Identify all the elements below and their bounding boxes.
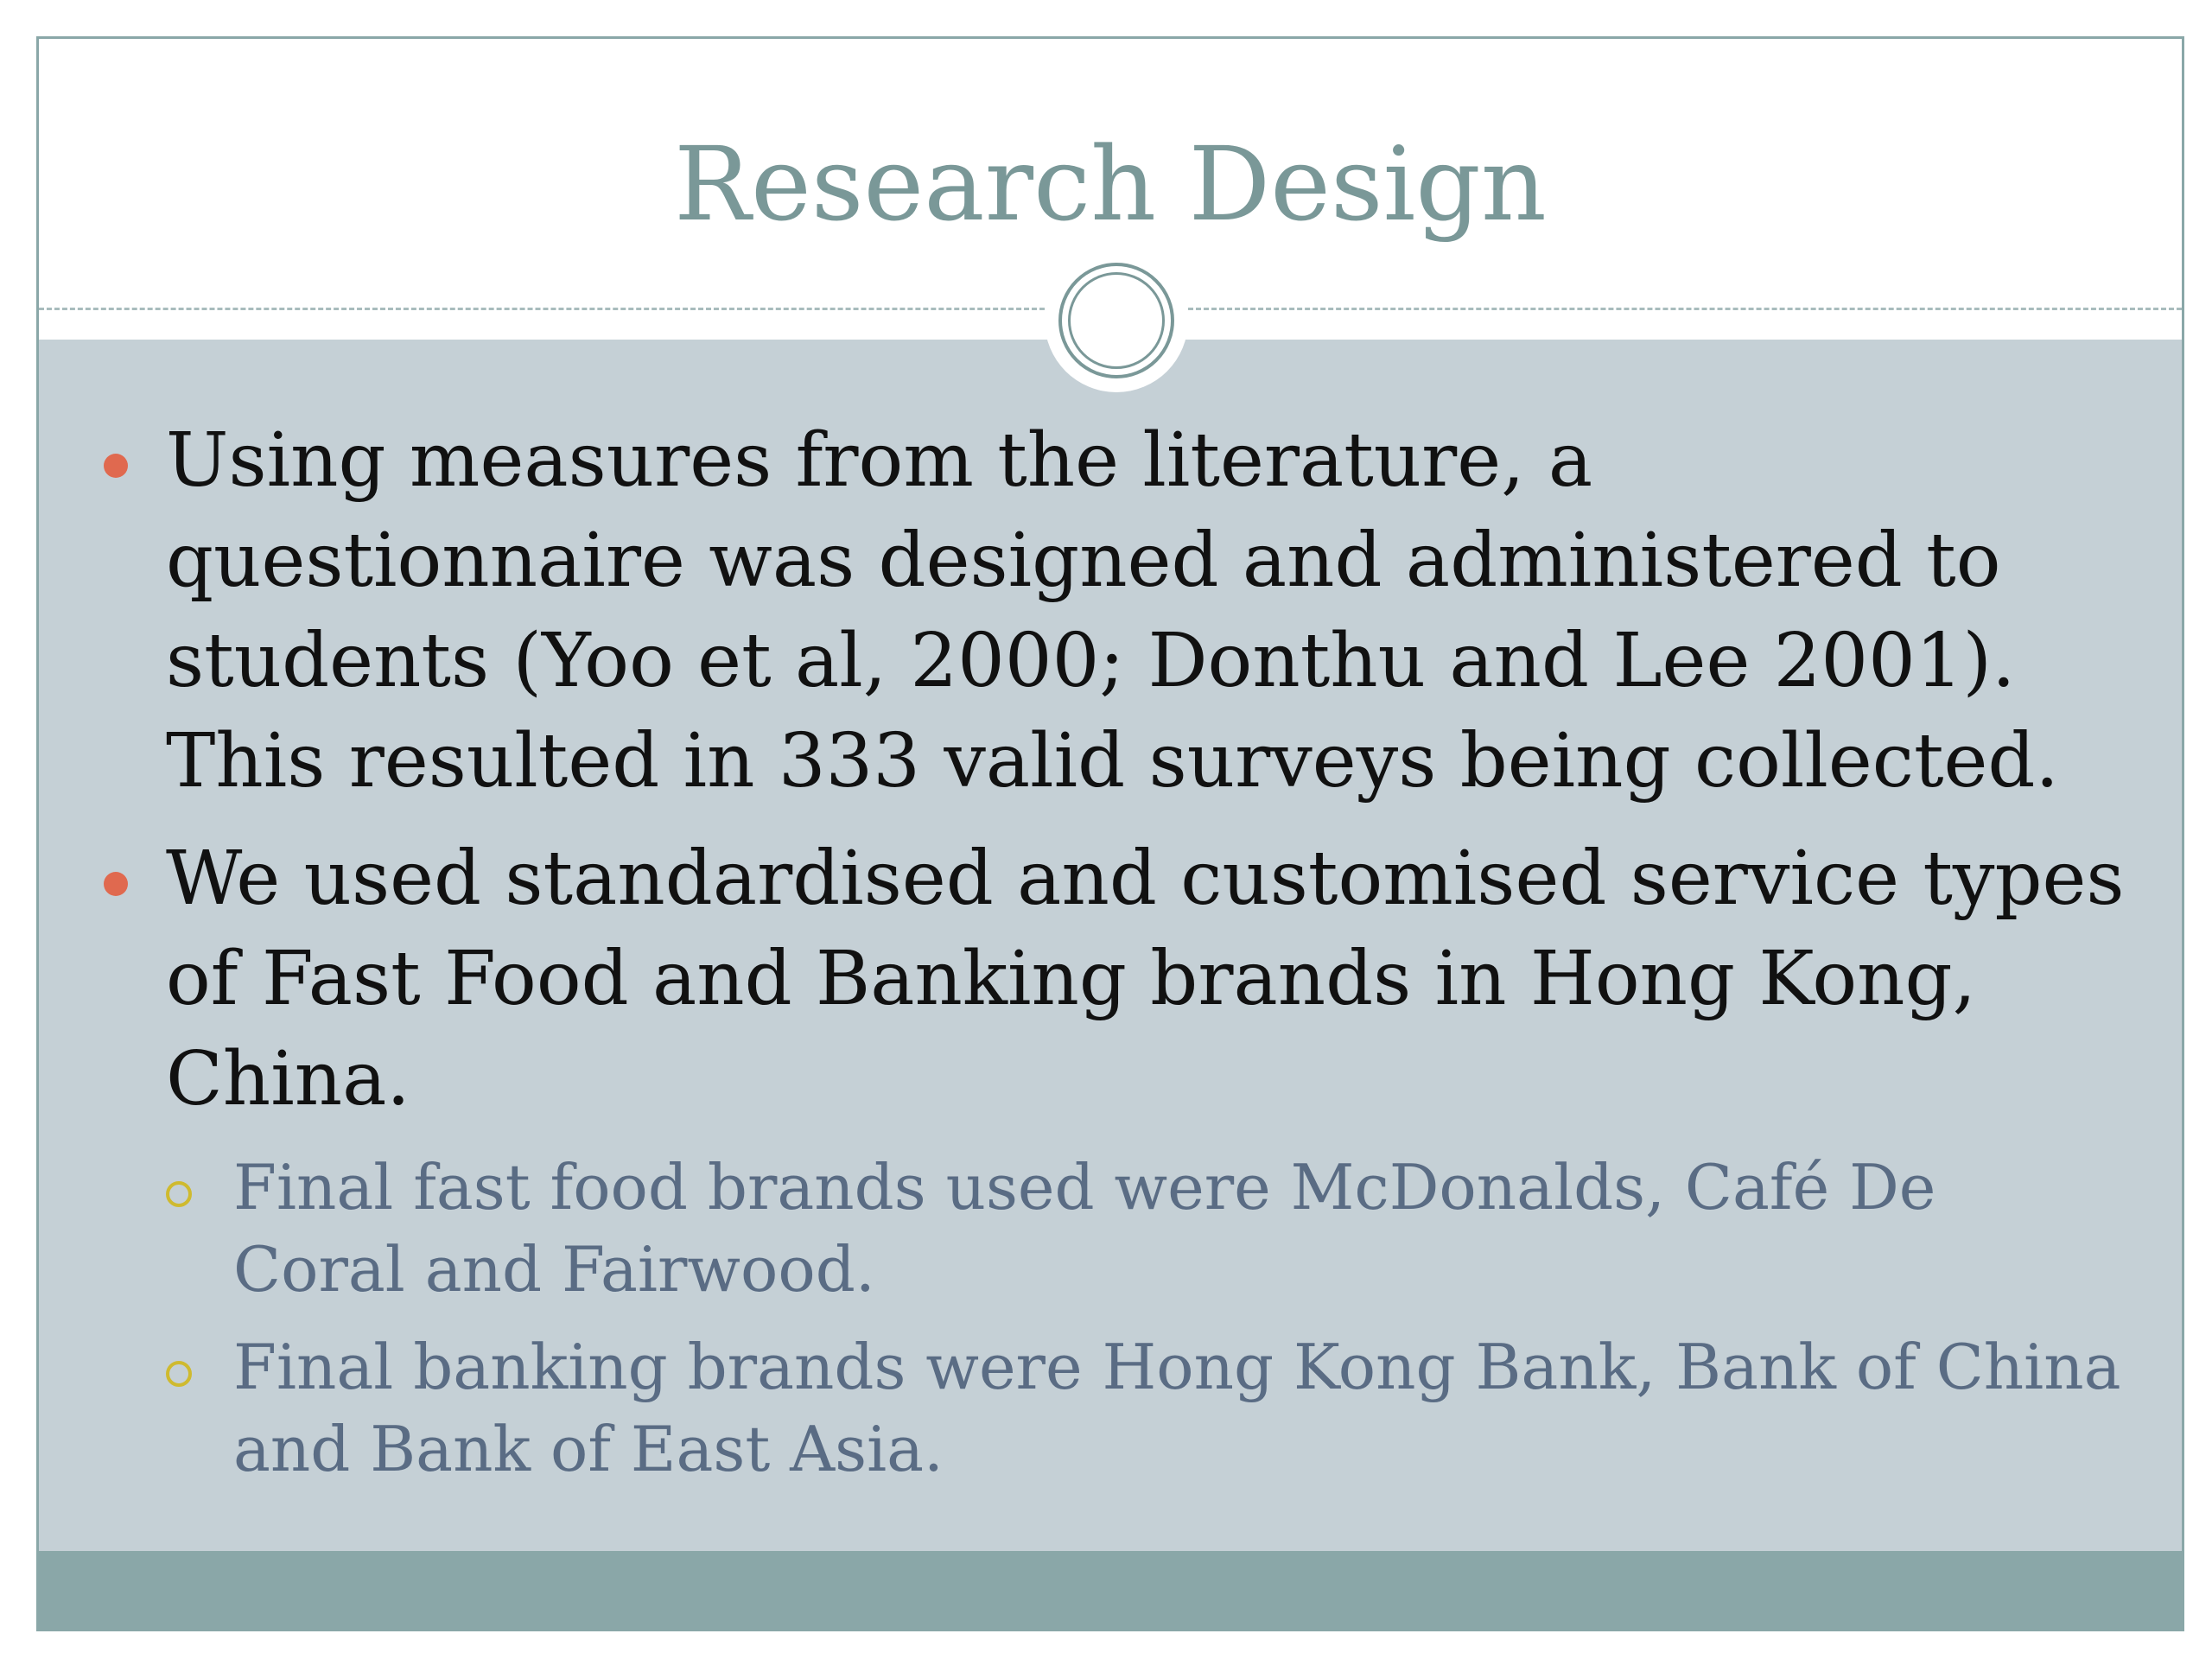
title-divider-left (39, 308, 1045, 310)
bullet-list (104, 410, 2126, 1508)
slide (36, 36, 2184, 1631)
sub-bullet-item (166, 1147, 2126, 1311)
bullet-dot-icon (104, 872, 128, 896)
sub-bullet-ring-icon (166, 1361, 192, 1387)
bullet-text: Using measures from the literature, a questionnaire was designed and administered to students (Yoo et al, 2000; Donthu and Lee 2001). This resulted in 333 valid surveys being collected. (166, 417, 2059, 804)
sub-bullet-item (166, 1326, 2126, 1491)
sub-bullet-text: Final banking brands were Hong Kong Bank, Bank of China and Bank of East Asia. (233, 1331, 2121, 1485)
bullet-item (104, 410, 2126, 811)
circle-ornament-inner (1058, 263, 1174, 378)
circle-ornament-icon (1045, 249, 1188, 392)
bullet-text: We used standardised and customised service types of Fast Food and Banking brands in Hong Kong, China. (166, 836, 2125, 1122)
sub-bullet-list (166, 1147, 2126, 1491)
title-divider-right (1188, 308, 2182, 310)
bullet-dot-icon (104, 454, 128, 478)
bullet-item (104, 829, 2126, 1491)
slide-title: Research Design (674, 124, 1547, 244)
footer-bar (39, 1551, 2182, 1629)
sub-bullet-text: Final fast food brands used were McDonalds, Café De Coral and Fairwood. (233, 1151, 1936, 1306)
sub-bullet-ring-icon (166, 1181, 192, 1207)
